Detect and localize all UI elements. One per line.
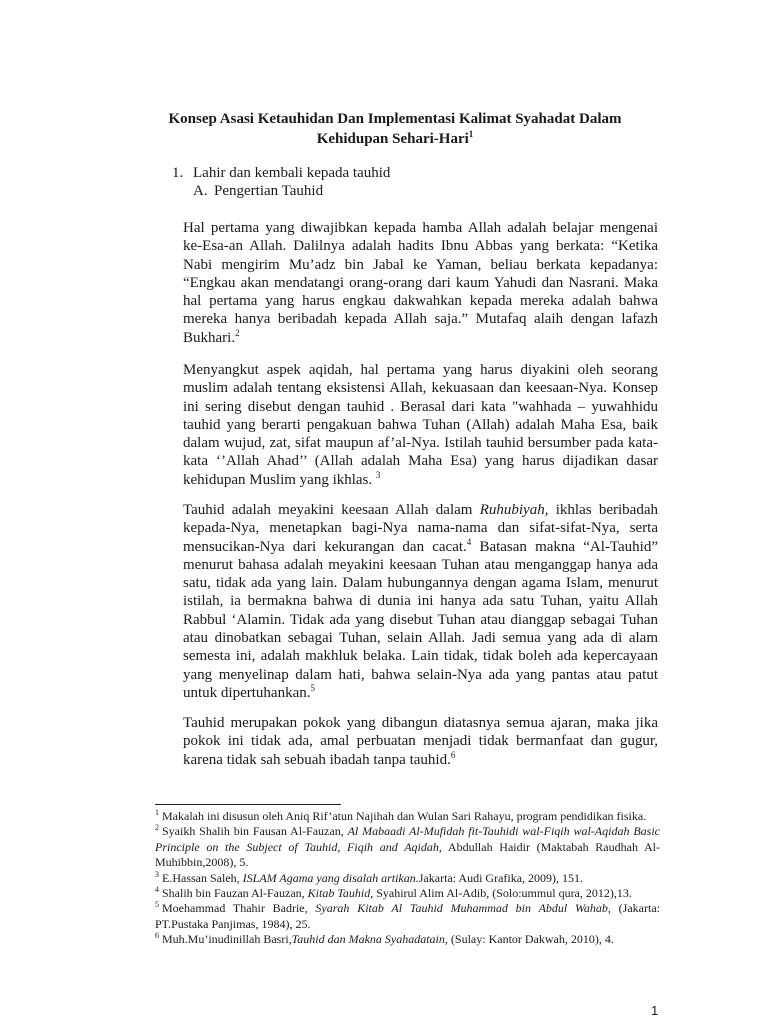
footnote-text: , Syahirul Alim Al-Adib, (Solo:ummul qura, 2012),13. — [370, 886, 632, 901]
subsection-letter: A. — [193, 183, 208, 199]
paragraph-3-text-c: Batasan makna “Al-Tauhid” menurut bahasa adalah meyakini keesaan Tuhan atau menganggap hanya ada satu, tidak ada yang lain. Dalam hubungannya dengan agama Islam, menurut istilah, ia bermakna bahwa di dunia ini hanya ada satu Tuhan, yaitu Allah Rabbul ‘Alamin. Tidak ada yang disebut Tuhan atau dianggap sebagai Tuhan atau dinobatkan sebagai Tuhan, selain Allah. Jadi semua yang ada di alam semesta ini, adalah makhluk belaka. Lain tidak, tidak boleh ada kepercayaan yang menyelinap dalam hati, bahwa selain-Nya ada yang pantas atau patut untuk dipertuhankan. — [183, 538, 658, 701]
paragraph-2 — [183, 361, 658, 489]
footnote-mark: 2 — [155, 823, 159, 833]
footnote-title: Al Mabaadi Al-Mufidah fit-Tauhidi wal-Fiqih wal-Aqidah Basic Principle on the Subject of Tauhid, Fiqih and Aqidah, — [155, 824, 660, 854]
footnotes — [144, 809, 660, 948]
footnote-mark: 4 — [155, 885, 159, 895]
footnote-title: ISLAM Agama yang disalah artikan. — [242, 870, 419, 885]
paragraph-3-text-a: Tauhid adalah meyakini keesaan Allah dalam — [183, 502, 480, 518]
footnote-mark: 6 — [155, 931, 159, 941]
section-heading-1 — [172, 164, 390, 183]
footnote-text: Jakarta: Audi Grafika, 2009), 151. — [418, 870, 584, 885]
footnote-ref-1[interactable]: 1 — [468, 129, 474, 139]
paragraph-4 — [183, 714, 658, 769]
footnote-mark: 3 — [155, 869, 159, 879]
subsection-heading-text: Pengertian Tauhid — [214, 183, 324, 199]
title-line-1: Konsep Asasi Ketauhidan Dan Implementasi Kalimat Syahadat Dalam — [168, 111, 622, 127]
paragraph-3-text-b: ikhlas beribadah kepada-Nya, menetapkan bagi-Nya nama-nama dan sifat-sifat-Nya, serta mensucikan-Nya dari kekurangan dan cacat. — [183, 502, 659, 555]
paragraph-2-text: Menyangkut aspek aqidah, hal pertama yang harus diyakini oleh seorang muslim adalah tentang eksistensi Allah, kekuasaan dan keesaan-Nya. Konsep ini sering disebut dengan tauhid . Berasal dari kata "wahhada – yuwahhidu tauhid yang berarti pengakuan bahwa Tuhan (Allah) adalah Maha Esa, baik dalam wujud, zat, sifat maupun af’al-Nya. Istilah tauhid bersumber pada kata-kata ‘’Allah Ahad’’ (Allah adalah Maha Esa) yang harus dijadikan dasar kehidupan Muslim yang ikhlas. — [183, 362, 658, 488]
footnote-text: Moehammad Thahir Badrie, — [162, 901, 316, 916]
footnote-5 — [144, 901, 660, 932]
title-line-2-text: Kehidupan Sehari-Hari — [316, 131, 469, 147]
footnote-text: Makalah ini disusun oleh Aniq Rif’atun Najihah dan Wulan Sari Rahayu, program pendidikan fisika. — [162, 809, 647, 823]
footnote-title: Syarah Kitab Al Tauhid Muhammad bin Abdul Wahab, — [315, 901, 611, 916]
paragraph-4-text: Tauhid merupakan pokok yang dibangun diatasnya semua ajaran, maka jika pokok ini tidak ada, amal perbuatan menjadi tidak bermanfaat dan gugur, karena tidak sah sebuah ibadah tanpa tauhid. — [183, 715, 658, 768]
paragraph-3 — [183, 501, 658, 702]
footnote-4 — [144, 886, 660, 901]
paragraph-3-italic: Ruhubiyah, — [479, 502, 549, 518]
footnote-ref-6[interactable]: 6 — [450, 749, 456, 760]
footnote-6 — [144, 932, 660, 947]
footnote-text: , (Sulay: Kantor Dakwah, 2010), 4. — [444, 932, 614, 947]
footnote-title: Kitab Tauhid — [307, 886, 371, 901]
subsection-heading-a — [193, 182, 323, 201]
paragraph-1-text: Hal pertama yang diwajibkan kepada hamba Allah adalah belajar mengenai ke-Esa-an Allah. Dalilnya adalah hadits Ibnu Abbas yang berkata: “Ketika Nabi mengirim Mu’adz bin Jabal ke Yaman, beliau berkata kepadanya: “Engkau akan mendatangi orang-orang dari kaum Yahudi dan Nasrani. Maka hal pertama yang harus engkau dakwahkan kepada mereka adalah bahwa mereka hanya beribadah kepada Allah saja.” Mutafaq alaih dengan lafazh Bukhari. — [183, 220, 658, 346]
footnote-ref-2[interactable]: 2 — [235, 327, 240, 338]
footnote-mark: 5 — [155, 900, 159, 910]
footnote-text: Syaikh Shalih bin Fausan Al-Fauzan, — [162, 824, 348, 839]
footnote-ref-5[interactable]: 5 — [310, 682, 315, 693]
footnote-ref-4[interactable]: 4 — [466, 536, 472, 547]
document-title — [150, 109, 640, 149]
footnote-text: Abdullah Haidir (Maktabah Raudhah Al-Muhibbin,2008), 5. — [155, 839, 660, 870]
footnote-mark: 1 — [155, 808, 159, 817]
title-line-2 — [150, 129, 640, 149]
footnote-text: (Jakarta: PT.Pustaka Panjimas, 1984), 25. — [155, 901, 660, 931]
footnote-separator — [155, 804, 341, 805]
page-number: 1 — [651, 1003, 659, 1018]
footnote-2 — [144, 824, 660, 870]
footnote-text: Shalih bin Fauzan Al-Fauzan, — [162, 886, 308, 901]
footnote-3 — [144, 871, 660, 886]
footnote-title: Tauhid dan Makna Syahadatain — [291, 932, 445, 947]
paragraph-1 — [183, 219, 658, 347]
section-heading-text: Lahir dan kembali kepada tauhid — [193, 165, 391, 181]
section-number: 1. — [172, 165, 184, 181]
footnote-text: E.Hassan Saleh, — [162, 870, 243, 885]
footnote-ref-3[interactable]: 3 — [375, 469, 381, 480]
footnote-1 — [144, 809, 660, 824]
footnote-text: Muh.Mu’inudinillah Basri, — [162, 932, 292, 947]
